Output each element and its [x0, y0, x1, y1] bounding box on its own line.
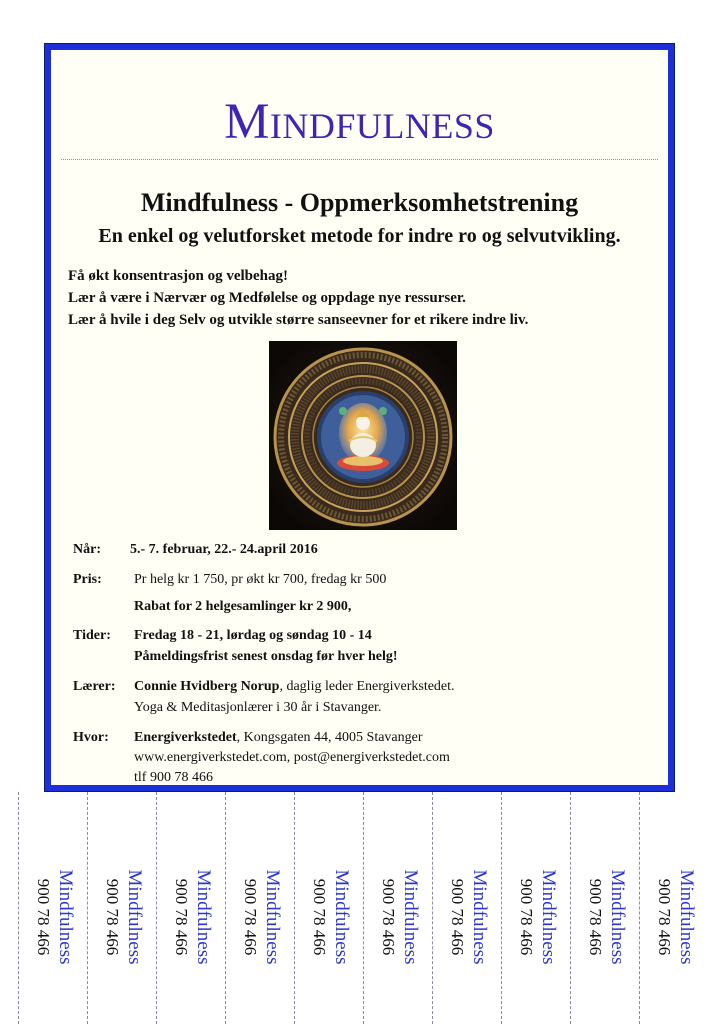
teacher-description: Yoga & Meditasjonlærer i 30 år i Stavanger.	[134, 700, 382, 715]
location-line	[134, 729, 423, 747]
when-value: 5.- 7. februar, 22.- 24.april 2016	[130, 542, 318, 557]
times-label: Tider:	[73, 628, 111, 643]
poster-subtitle: Mindfulness - Oppmerksomhetstrening	[140, 188, 579, 217]
tear-tab[interactable]	[225, 792, 294, 1024]
teacher-role: , daglig leder Energiverkstedet.	[279, 679, 455, 694]
tab-phone: 900 78 466	[654, 878, 674, 956]
poster-frame	[44, 43, 675, 792]
discount-text: Rabat for 2 helgesamlinger kr 2 900,	[134, 599, 352, 614]
tab-name: Mindfulness	[261, 869, 283, 965]
teacher-name: Connie Hvidberg Norup	[134, 679, 280, 694]
tab-name: Mindfulness	[537, 869, 559, 965]
location-name: Energiverkstedet	[134, 730, 237, 745]
contact-web-email: www.energiverkstedet.com, post@energiverkstedet.com	[134, 750, 450, 765]
tab-phone: 900 78 466	[309, 878, 329, 956]
benefit-line: Lær å hvile i deg Selv og utvikle større sanseevner for et rikere indre liv.	[68, 312, 529, 328]
contact-phone: tlf 900 78 466	[134, 770, 213, 785]
teacher-label: Lærer:	[73, 679, 116, 694]
tab-name: Mindfulness	[399, 869, 421, 965]
tear-tab[interactable]	[18, 792, 87, 1024]
tab-name: Mindfulness	[54, 869, 76, 965]
tab-phone: 900 78 466	[378, 878, 398, 956]
tab-phone: 900 78 466	[240, 878, 260, 956]
tear-tab[interactable]	[639, 792, 708, 1024]
tab-name: Mindfulness	[675, 869, 697, 965]
teacher-line	[134, 678, 455, 696]
tear-tab[interactable]	[501, 792, 570, 1024]
tab-name: Mindfulness	[468, 869, 490, 965]
tab-phone: 900 78 466	[33, 878, 53, 956]
tear-tab[interactable]	[156, 792, 225, 1024]
tear-tab[interactable]	[363, 792, 432, 1024]
price-value: Pr helg kr 1 750, pr økt kr 700, fredag kr 500	[134, 572, 387, 587]
tear-tab[interactable]	[570, 792, 639, 1024]
tear-tab[interactable]	[432, 792, 501, 1024]
benefit-line: Lær å være i Nærvær og Medfølelse og oppdage nye ressurser.	[68, 290, 466, 306]
benefit-line: Få økt konsentrasjon og velbehag!	[68, 268, 289, 284]
title-divider	[61, 159, 658, 160]
location-address: , Kongsgaten 44, 4005 Stavanger	[236, 730, 423, 745]
tear-off-tabs	[18, 792, 711, 1024]
mandala-thangka-icon	[269, 341, 457, 530]
poster-title: Mindfulness	[224, 94, 495, 150]
mandala-image	[269, 341, 457, 530]
tab-phone: 900 78 466	[171, 878, 191, 956]
registration-deadline: Påmeldingsfrist senest onsdag før hver helg!	[134, 649, 398, 664]
tab-name: Mindfulness	[330, 869, 352, 965]
tab-name: Mindfulness	[606, 869, 628, 965]
tear-tab[interactable]	[87, 792, 156, 1024]
times-value: Fredag 18 - 21, lørdag og søndag 10 - 14	[134, 628, 372, 643]
when-label: Når:	[73, 542, 101, 557]
poster-content	[51, 50, 668, 785]
location-label: Hvor:	[73, 730, 109, 745]
tab-phone: 900 78 466	[516, 878, 536, 956]
tab-name: Mindfulness	[192, 869, 214, 965]
price-label: Pris:	[73, 572, 102, 587]
tab-phone: 900 78 466	[447, 878, 467, 956]
tab-phone: 900 78 466	[102, 878, 122, 956]
poster-tagline: En enkel og velutforsket metode for indre ro og selvutvikling.	[98, 225, 621, 247]
tab-phone: 900 78 466	[585, 878, 605, 956]
tear-tab[interactable]	[294, 792, 363, 1024]
tab-name: Mindfulness	[123, 869, 145, 965]
